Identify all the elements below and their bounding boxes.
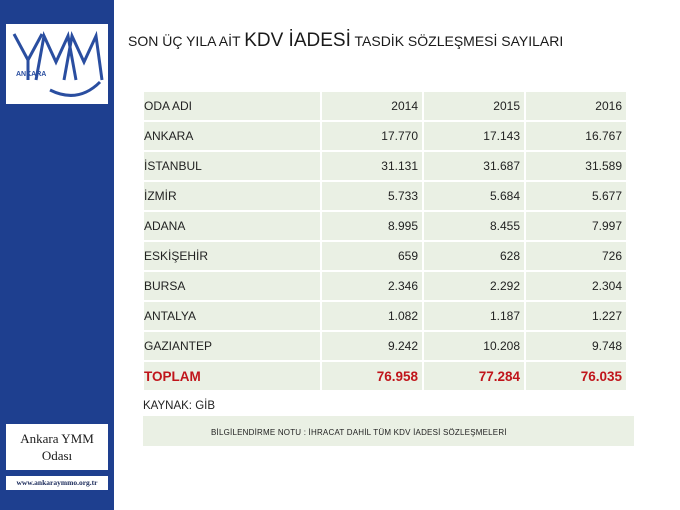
row-value-2016: 5.677 — [526, 182, 626, 210]
header-2015: 2015 — [424, 92, 524, 120]
row-name: BURSA — [144, 272, 320, 300]
row-name: ESKİŞEHİR — [144, 242, 320, 270]
header-oda-adi: ODA ADI — [144, 92, 320, 120]
table-row — [144, 332, 626, 360]
row-name: ANKARA — [144, 122, 320, 150]
row-value-2015: 17.143 — [424, 122, 524, 150]
total-value-2016: 76.035 — [526, 362, 626, 390]
svg-text:ANKARA: ANKARA — [16, 71, 47, 78]
row-name: İZMİR — [144, 182, 320, 210]
website-link[interactable]: www.ankaraymmo.org.tr — [6, 476, 108, 490]
total-value-2014: 76.958 — [322, 362, 422, 390]
page-title — [128, 30, 563, 52]
table-row — [144, 242, 626, 270]
row-value-2016: 1.227 — [526, 302, 626, 330]
row-name: İSTANBUL — [144, 152, 320, 180]
row-value-2014: 1.082 — [322, 302, 422, 330]
row-value-2016: 2.304 — [526, 272, 626, 300]
table-row — [144, 152, 626, 180]
table-row — [144, 212, 626, 240]
table-row — [144, 122, 626, 150]
row-value-2015: 8.455 — [424, 212, 524, 240]
table-row — [144, 302, 626, 330]
header-2016: 2016 — [526, 92, 626, 120]
info-note: BİLGİLENDİRME NOTU : İHRACAT DAHİL TÜM KDV İADESİ SÖZLEŞMELERİ — [143, 416, 634, 446]
table-row — [144, 182, 626, 210]
title-suffix: TASDİK SÖZLEŞMESİ SAYILARI — [354, 33, 564, 49]
table-total-row — [144, 362, 626, 390]
brand-line1: Ankara YMM — [20, 431, 94, 446]
row-value-2014: 31.131 — [322, 152, 422, 180]
row-value-2014: 9.242 — [322, 332, 422, 360]
row-value-2015: 2.292 — [424, 272, 524, 300]
row-value-2015: 31.687 — [424, 152, 524, 180]
row-value-2014: 8.995 — [322, 212, 422, 240]
row-value-2015: 5.684 — [424, 182, 524, 210]
total-value-2015: 77.284 — [424, 362, 524, 390]
row-value-2016: 7.997 — [526, 212, 626, 240]
table-header-row — [144, 92, 626, 120]
ymm-logo — [6, 24, 108, 104]
row-name: ADANA — [144, 212, 320, 240]
row-value-2015: 628 — [424, 242, 524, 270]
table-row — [144, 272, 626, 300]
row-value-2016: 9.748 — [526, 332, 626, 360]
row-name: ANTALYA — [144, 302, 320, 330]
header-2014: 2014 — [322, 92, 422, 120]
brand-line2: Odası — [41, 448, 73, 463]
source-label: KAYNAK: GİB — [143, 400, 216, 412]
title-emphasis: KDV İADESİ — [244, 30, 351, 51]
kdv-table — [142, 90, 628, 392]
row-value-2015: 1.187 — [424, 302, 524, 330]
ymm-logo-icon — [6, 24, 108, 104]
row-value-2014: 17.770 — [322, 122, 422, 150]
row-value-2016: 31.589 — [526, 152, 626, 180]
total-label: TOPLAM — [144, 362, 320, 390]
row-name: GAZIANTEP — [144, 332, 320, 360]
row-value-2014: 659 — [322, 242, 422, 270]
brand-name — [6, 424, 108, 470]
row-value-2015: 10.208 — [424, 332, 524, 360]
row-value-2014: 5.733 — [322, 182, 422, 210]
row-value-2014: 2.346 — [322, 272, 422, 300]
row-value-2016: 726 — [526, 242, 626, 270]
title-prefix: SON ÜÇ YILA AİT — [128, 33, 241, 49]
row-value-2016: 16.767 — [526, 122, 626, 150]
